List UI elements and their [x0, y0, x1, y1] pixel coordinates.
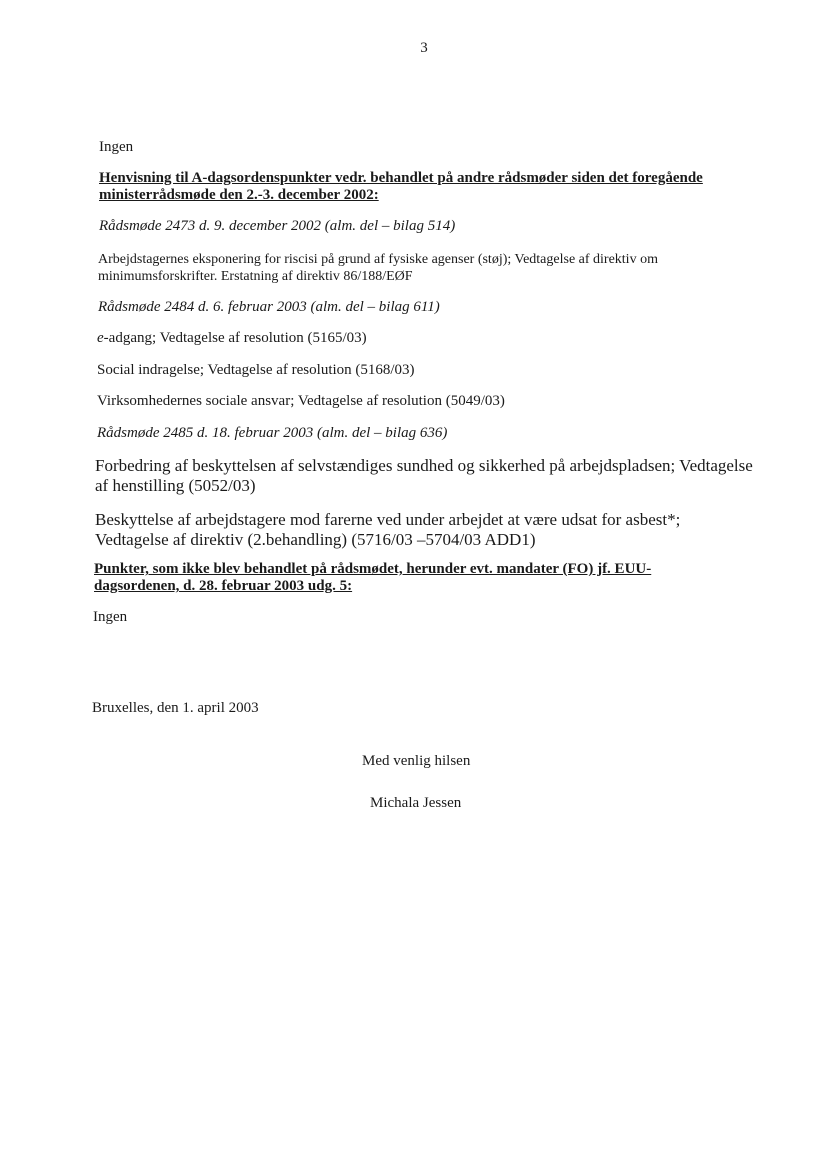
agenda-item-self-employed-safety-line2: af henstilling (5052/03): [95, 476, 256, 495]
agenda-item-self-employed-safety: [95, 456, 753, 496]
section-heading-a-items: [99, 170, 703, 204]
section-heading-untreated-items: [94, 561, 651, 595]
agenda-item-asbestos-directive: [95, 510, 680, 550]
agenda-item-asbestos-directive-line2: Vedtagelse af direktiv (2.behandling) (5716/03 –5704/03 ADD1): [95, 530, 536, 549]
agenda-item-csr: Virksomhedernes sociale ansvar; Vedtagelse af resolution (5049/03): [97, 393, 505, 409]
closing-salutation: Med venlig hilsen: [362, 753, 471, 769]
section-heading-untreated-items-line2: dagsordenen, d. 28. februar 2003 udg. 5:: [94, 578, 353, 594]
meeting-reference-2473: Rådsmøde 2473 d. 9. december 2002 (alm. del – bilag 514): [99, 218, 456, 234]
meeting-reference-2484: Rådsmøde 2484 d. 6. februar 2003 (alm. del – bilag 611): [98, 299, 440, 315]
signatory-name: Michala Jessen: [370, 795, 462, 811]
agenda-item-e-access-text: -adgang; Vedtagelse af resolution (5165/03): [103, 330, 367, 346]
agenda-item-asbestos-directive-line1: Beskyttelse af arbejdstagere mod farerne ved under arbejdet at være udsat for asbest*;: [95, 510, 681, 529]
section-heading-untreated-items-line1: Punkter, som ikke blev behandlet på rådsmødet, herunder evt. mandater (FO) jf. EUU-: [94, 561, 652, 577]
intro-text: Ingen: [99, 139, 134, 155]
agenda-item-e-access-prefix: e: [97, 330, 104, 346]
agenda-item-social-inclusion: Social indragelse; Vedtagelse af resolution (5168/03): [97, 362, 415, 378]
agenda-item-noise-directive-line1: Arbejdstagernes eksponering for riscisi på grund af fysiske agenser (støj); Vedtagelse af direktiv om: [98, 252, 658, 267]
page-number: 3: [420, 40, 428, 56]
meeting-reference-2485: Rådsmøde 2485 d. 18. februar 2003 (alm. del – bilag 636): [97, 425, 448, 441]
outro-text: Ingen: [93, 609, 128, 625]
agenda-item-self-employed-safety-line1: Forbedring af beskyttelsen af selvstændiges sundhed og sikkerhed på arbejdspladsen; Vedtagelse: [95, 456, 753, 475]
agenda-item-noise-directive: [98, 251, 658, 285]
place-and-date: Bruxelles, den 1. april 2003: [92, 700, 259, 716]
section-heading-a-items-line1: Henvisning til A-dagsordenspunkter vedr. behandlet på andre rådsmøder siden det foregående: [99, 170, 703, 186]
agenda-item-e-access: [97, 330, 367, 347]
agenda-item-noise-directive-line2: minimumsforskrifter. Erstatning af direktiv 86/188/EØF: [98, 269, 413, 284]
section-heading-a-items-line2: ministerrådsmøde den 2.-3. december 2002:: [99, 187, 379, 203]
